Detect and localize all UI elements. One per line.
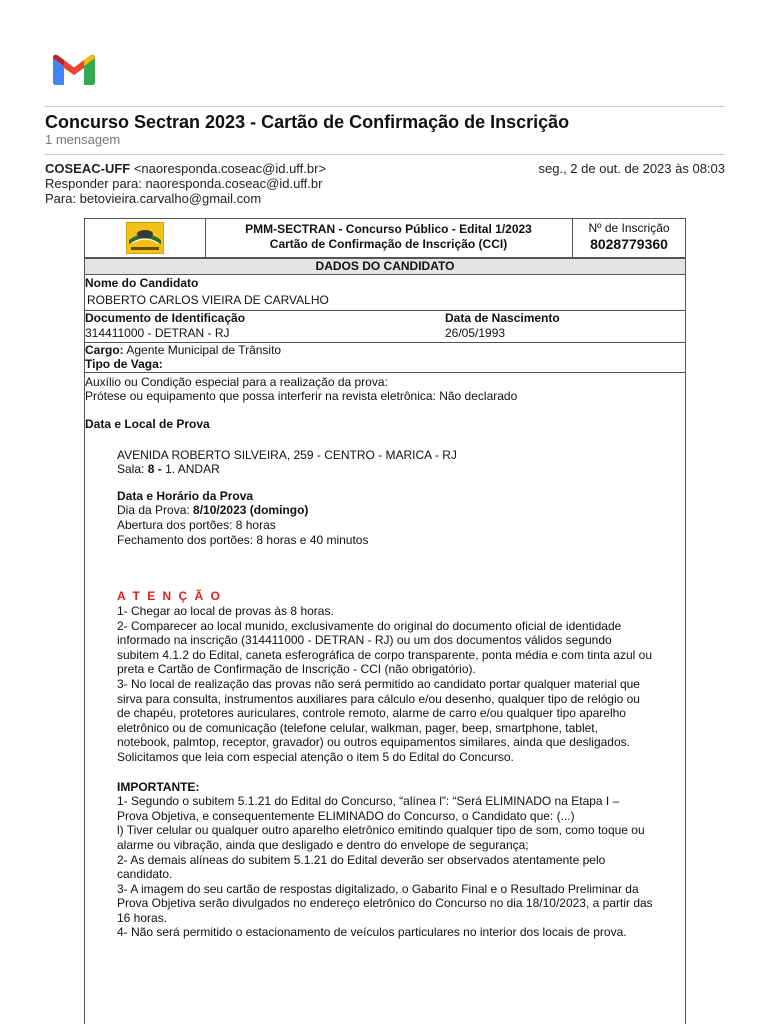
inscricao-number: 8028779360	[590, 236, 668, 252]
sender-line	[45, 161, 326, 177]
inscricao-label: Nº de Inscrição	[588, 221, 670, 235]
dia-prefix: Dia da Prova:	[117, 503, 190, 517]
nasc-label: Data de Nascimento	[445, 311, 560, 325]
fechamento-text: Fechamento dos portões: 8 horas e 40 minutos	[117, 533, 369, 547]
atencao-item-1: 1- Chegar ao local de provas às 8 horas.	[117, 604, 334, 618]
importante-item-2: 2- As demais alíneas do subitem 5.1.21 do Edital deverão ser observados atentamente pelo candidato.	[117, 852, 606, 882]
divider	[45, 106, 725, 107]
sala-num: 8 -	[147, 462, 162, 476]
nome-value: ROBERTO CARLOS VIEIRA DE CARVALHO	[87, 293, 329, 307]
divider	[45, 154, 725, 155]
importante-item-1: 1- Segundo o subitem 5.1.21 do Edital do Concurso, “alínea l”: “Será ELIMINADO na Etapa I – Prova Objetiva, e consequentemente ELIMINADO do Concurso, o Candidato que: (...)	[117, 794, 620, 823]
section-dados-candidato: DADOS DO CANDIDATO	[85, 259, 685, 275]
card-title	[205, 219, 573, 257]
gmail-logo-icon	[53, 54, 95, 85]
to-line: Para: betovieira.carvalho@gmail.com	[45, 191, 262, 206]
card-title-line2: Cartão de Confirmação de Inscrição (CCI)	[269, 237, 508, 251]
cargo-line	[85, 343, 281, 358]
atencao-item-3: 3- No local de realização das provas não será permitido ao candidato portar qualquer material que sirva para consulta, instrumentos auxiliares para cálculo e/ou desenho, qualquer tipo de relógio ou de chapéu, protetores auriculares, controle remoto, alarme de carro e/ou qualquer tipo aparelho eletrônico ou de comunicação (telefone celular, walkman, pager, beep, smartphone, tablet, notebook, palmtop, receptor, gravador) ou outros equipamentos similares, ainda que desligados. Solicitamos que leia com especial atenção o item 5 do Edital do Concurso.	[117, 676, 640, 764]
sala-prefix: Sala:	[117, 462, 145, 476]
protese-text: Prótese ou equipamento que possa interferir na revista eletrônica: Não declarado	[85, 389, 518, 403]
sender-name[interactable]: COSEAC-UFF	[45, 161, 131, 176]
dia-line	[117, 503, 308, 518]
prefeitura-emblem-icon	[126, 222, 164, 254]
doc-label: Documento de Identificação	[85, 311, 246, 325]
confirmation-card	[84, 218, 686, 1024]
reply-to-line: Responder para: naoresponda.coseac@id.uff.br	[45, 176, 323, 191]
doc-value: 314411000 - DETRAN - RJ	[85, 326, 230, 340]
nome-label: Nome do Candidato	[85, 276, 199, 290]
cargo-value: Agente Municipal de Trânsito	[126, 343, 282, 357]
cargo-row	[85, 343, 685, 373]
local-label: Data e Local de Prova	[85, 417, 210, 431]
cargo-label: Cargo:	[85, 343, 124, 357]
importante-item-3: 3- A imagem do seu cartão de respostas digitalizado, o Gabarito Final e o Resultado Preliminar da Prova Objetiva serão divulgados no endereço eletrônico do Concurso no dia 18/10/2023, a partir das 16 horas.	[117, 881, 653, 925]
email-date: seg., 2 de out. de 2023 às 08:03	[538, 161, 725, 176]
importante-title: IMPORTANTE:	[117, 779, 200, 794]
sala-line	[117, 462, 220, 477]
horario-label: Data e Horário da Prova	[117, 489, 254, 503]
nasc-value: 26/05/1993	[445, 326, 506, 340]
email-subject: Concurso Sectran 2023 - Cartão de Confirmação de Inscrição	[45, 112, 570, 132]
message-count: 1 mensagem	[45, 132, 121, 147]
atencao-title: A T E N Ç Ã O	[117, 589, 222, 603]
atencao-item-2: 2- Comparecer ao local munido, exclusivamente do original do documento oficial de identidade informado na inscrição (314411000 - DETRAN - RJ) ou um dos documentos válidos segundo subitem 4.1.2 do Edital, caneta esferográfica de corpo transparente, ponta média e com tinta azul ou preta e Cartão de Confirmação de Inscrição - CCI (não obrigatório).	[117, 618, 652, 677]
inscricao-cell	[573, 219, 685, 257]
endereco-text: AVENIDA ROBERTO SILVEIRA, 259 - CENTRO - MARICA - RJ	[117, 448, 457, 462]
card-header	[85, 219, 685, 259]
vaga-label: Tipo de Vaga:	[85, 357, 163, 371]
card-title-line1: PMM-SECTRAN - Concurso Público - Edital 1/2023	[245, 222, 532, 236]
sala-suffix: 1. ANDAR	[165, 462, 220, 476]
importante-item-4: 4- Não será permitido o estacionamento de veículos particulares no interior dos locais de prova.	[117, 925, 627, 940]
logo-cell	[85, 219, 206, 257]
auxilio-text: Auxílio ou Condição especial para a realização da prova:	[85, 375, 388, 389]
importante-item-1l: l) Tiver celular ou qualquer outro aparelho eletrônico emitindo qualquer tipo de som, como toque ou alarme ou vibração, ainda que desligado e dentro do envelope de segurança;	[117, 823, 645, 852]
atencao-block	[117, 604, 653, 940]
documento-row	[85, 311, 685, 343]
sender-email[interactable]: <naoresponda.coseac@id.uff.br>	[133, 161, 327, 176]
nome-row	[85, 275, 685, 311]
abertura-text: Abertura dos portões: 8 horas	[117, 518, 276, 532]
dia-value: 8/10/2023 (domingo)	[193, 503, 309, 517]
